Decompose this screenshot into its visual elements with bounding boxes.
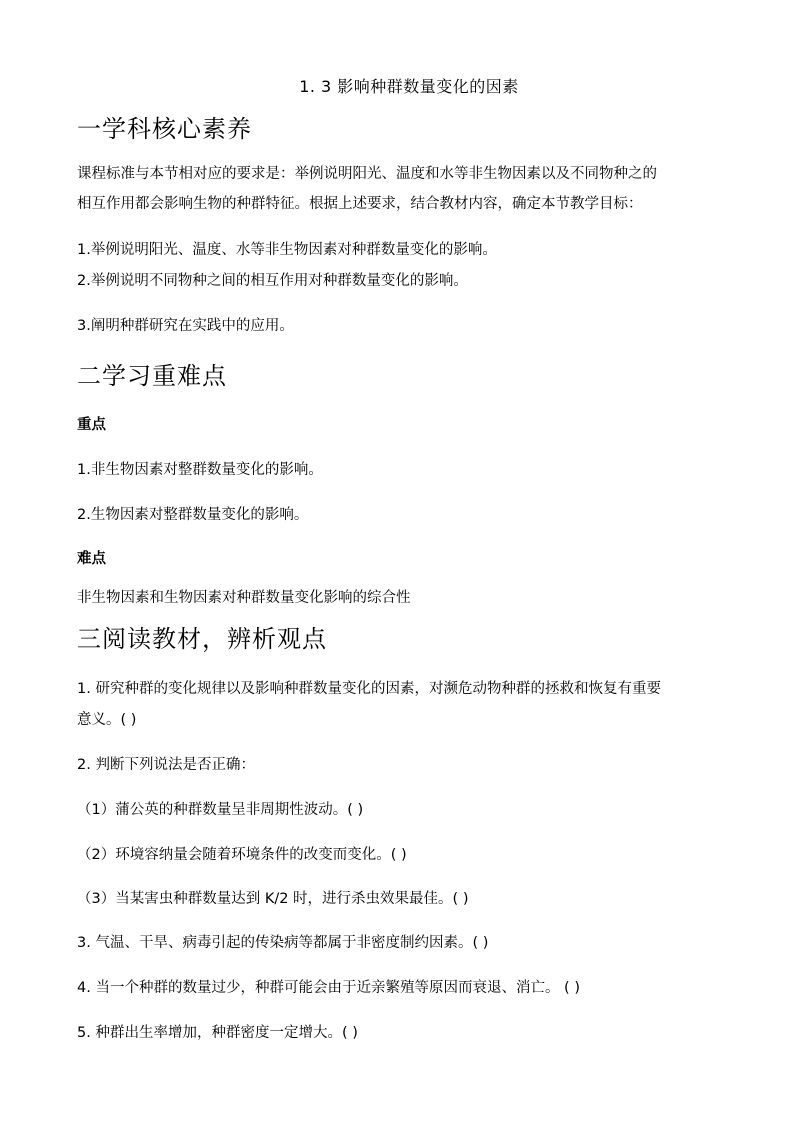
difficult-point-text: 非生物因素和生物因素对种群数量变化影响的综合性: [77, 590, 411, 606]
question-5: 5. 种群出生率增加，种群密度一定增大。( ): [77, 1025, 358, 1041]
question-2-1: （1）蒲公英的种群数量呈非周期性波动。( ): [77, 802, 364, 818]
question-1-line-2: 意义。( ): [77, 712, 137, 728]
key-points-label: 重点: [77, 417, 106, 433]
key-point-item: 1.非生物因素对整群数量变化的影响。: [77, 462, 323, 478]
question-4: 4. 当一个种群的数量过少，种群可能会由于近亲繁殖等原因而衰退、消亡。 ( ): [77, 980, 580, 996]
key-point-item: 2.生物因素对整群数量变化的影响。: [77, 507, 309, 523]
question-3: 3. 气温、干旱、病毒引起的传染病等都属于非密度制约因素。( ): [77, 935, 489, 951]
intro-line-2: 相互作用都会影响生物的种群特征。根据上述要求，结合教材内容，确定本节教学目标：: [77, 196, 643, 212]
intro-line-1: 课程标准与本节相对应的要求是：举例说明阳光、温度和水等非生物因素以及不同物种之的: [77, 166, 657, 182]
section3-heading: 三阅读教材，辨析观点: [77, 625, 327, 653]
difficult-points-label: 难点: [77, 551, 106, 567]
question-2-3: （3）当某害虫种群数量达到 K/2 时，进行杀虫效果最佳。( ): [77, 891, 469, 907]
goal-item: 1.举例说明阳光、温度、水等非生物因素对种群数量变化的影响。: [77, 242, 497, 258]
goal-item: 3.阐明种群研究在实践中的应用。: [77, 318, 294, 334]
question-1-line-1: 1. 研究种群的变化规律以及影响种群数量变化的因素，对濒危动物种群的拯救和恢复有重要: [77, 681, 661, 697]
question-2: 2. 判断下列说法是否正确：: [77, 757, 255, 773]
question-2-2: （2）环境容纳量会随着环境条件的改变而变化。( ): [77, 847, 407, 863]
section1-heading: 一学科核心素养: [77, 115, 252, 143]
section2-heading: 二学习重难点: [77, 362, 227, 390]
goal-item: 2.举例说明不同物种之间的相互作用对种群数量变化的影响。: [77, 273, 468, 289]
page-title: 1. 3 影响种群数量变化的因素: [299, 77, 519, 96]
